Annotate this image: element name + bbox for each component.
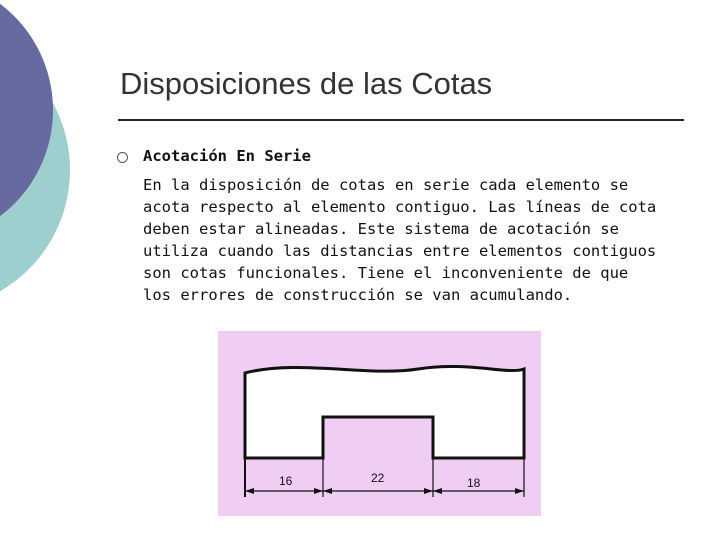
body-line: En la disposición de cotas en serie cada elemento se: [143, 176, 629, 194]
drawing-svg: [218, 331, 541, 516]
decorative-circles: [0, 0, 80, 300]
bullet-heading: Acotación En Serie: [143, 147, 311, 165]
dimension-label: 22: [371, 471, 385, 485]
title-divider: [118, 119, 684, 121]
arrowhead: [323, 488, 332, 494]
dimension-label: 18: [467, 476, 481, 490]
body-line: deben estar alineadas. Este sistema de acotación se: [143, 220, 619, 238]
body-line: utiliza cuando las distancias entre elementos contiguos: [143, 242, 657, 260]
arrowhead: [515, 488, 524, 494]
dimension-label: 16: [279, 474, 293, 488]
bullet-body: [143, 174, 688, 306]
bullet-circle-icon: [117, 152, 128, 163]
body-line: son cotas funcionales. Tiene el inconveniente de que: [143, 264, 629, 282]
arrowhead: [314, 488, 323, 494]
body-line: acota respecto al elemento contiguo. Las líneas de cota: [143, 198, 657, 216]
dimensioning-figure: [218, 331, 541, 516]
page-title: Disposiciones de las Cotas: [120, 66, 493, 101]
part-outline: [245, 366, 524, 458]
body-line: los errores de construcción se van acumulando.: [143, 286, 573, 304]
arrowhead: [424, 488, 433, 494]
arrowhead: [245, 488, 254, 494]
arrowhead: [433, 488, 442, 494]
